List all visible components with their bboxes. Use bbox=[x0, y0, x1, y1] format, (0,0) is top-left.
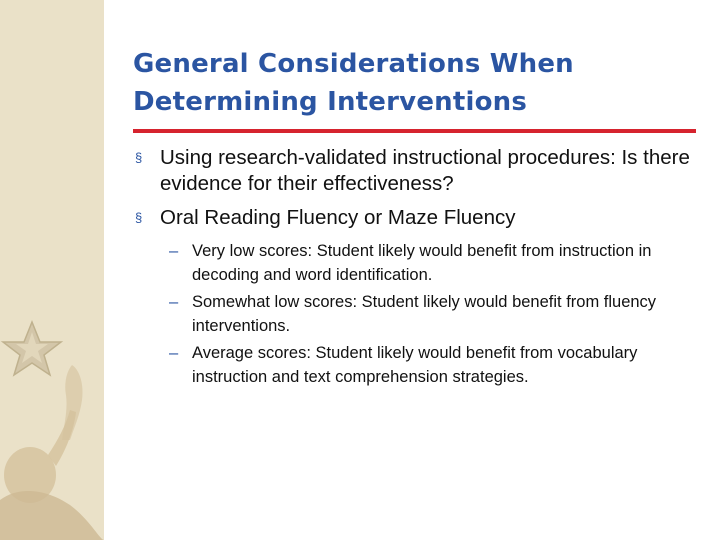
star-and-child-reaching-icon bbox=[0, 0, 104, 540]
sub-bullet-text: Average scores: Student likely would benefit from vocabulary instruction and text comprehension strategies. bbox=[192, 344, 638, 386]
sub-bullet-text: Very low scores: Student likely would benefit from instruction in decoding and word identification. bbox=[192, 242, 652, 284]
dash-marker: – bbox=[169, 293, 179, 311]
bullet-marker-icon: § bbox=[135, 150, 143, 165]
bullet-item bbox=[133, 145, 708, 197]
sub-bullet-list bbox=[165, 239, 708, 389]
bullet-text: Using research-validated instructional procedures: Is there evidence for their effectiveness? bbox=[160, 146, 690, 195]
sub-bullet-item bbox=[165, 341, 708, 389]
bullet-text: Oral Reading Fluency or Maze Fluency bbox=[160, 206, 516, 229]
title-divider bbox=[133, 129, 696, 133]
dash-marker: – bbox=[169, 242, 179, 260]
bullet-list bbox=[133, 145, 708, 397]
sub-bullet-item bbox=[165, 290, 708, 338]
bullet-marker-icon: § bbox=[135, 210, 143, 225]
decorative-sidebar bbox=[0, 0, 104, 540]
slide-title: General Considerations When Determining Interventions bbox=[133, 49, 574, 117]
sub-bullet-text: Somewhat low scores: Student likely would benefit from fluency interventions. bbox=[192, 293, 657, 335]
sub-bullet-item bbox=[165, 239, 708, 287]
dash-marker: – bbox=[169, 344, 179, 362]
bullet-item bbox=[133, 205, 708, 389]
